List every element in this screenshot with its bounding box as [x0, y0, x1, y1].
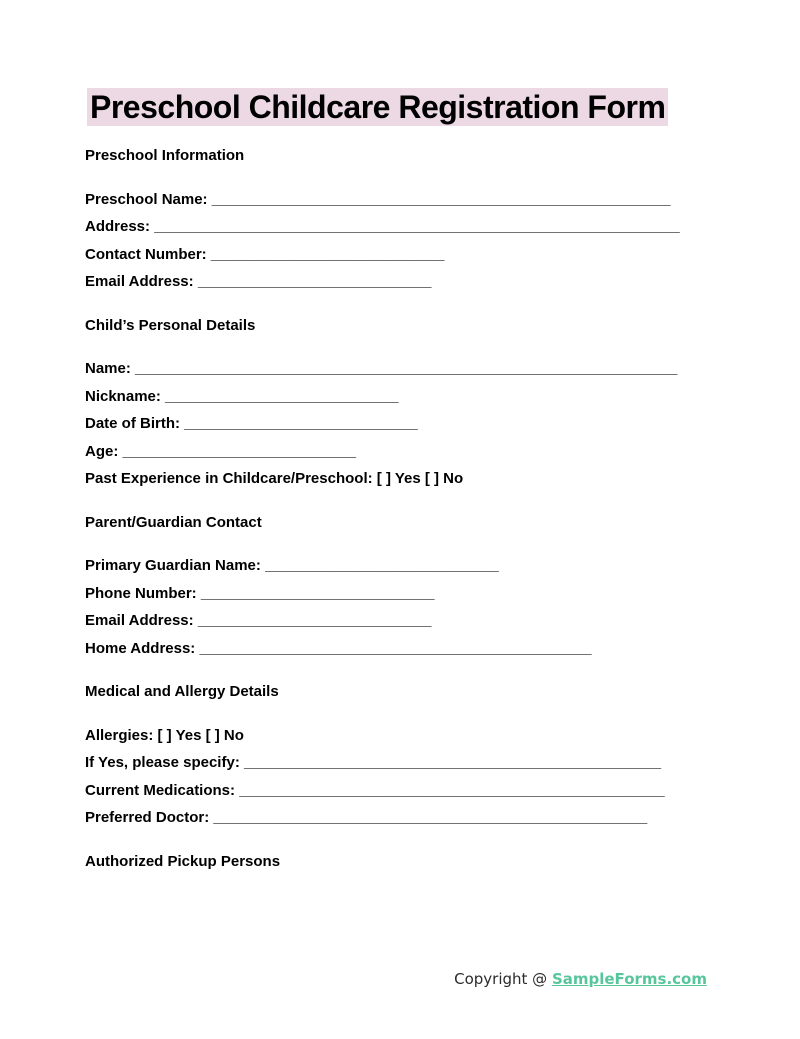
field-past-experience-checkboxes: [85, 465, 705, 493]
field-blank-line: ____________________________: [200, 584, 435, 602]
field-label: Home Address:: [85, 639, 200, 657]
field-blank-line: __________________________________________________: [243, 754, 662, 771]
field-blank-line: ____________________________: [122, 442, 357, 460]
field-child-name: [85, 355, 705, 383]
field-label: Allergies: [ ] Yes [ ] No: [85, 726, 244, 744]
field-blank-line: ____________________________: [197, 273, 432, 290]
field-blank-line: ____________________________: [184, 415, 418, 432]
field-label: Name:: [85, 360, 136, 377]
field-label: Age:: [85, 442, 123, 460]
field-if-yes-specify: [85, 749, 705, 777]
title-row: [87, 88, 705, 126]
field-primary-guardian-name: [85, 552, 705, 580]
field-address: [85, 213, 705, 241]
field-label: Preferred Doctor:: [85, 809, 214, 826]
field-current-medications: [85, 777, 705, 805]
page-title: Preschool Childcare Registration Form: [87, 88, 668, 126]
field-allergies-checkboxes: [85, 722, 705, 750]
field-blank-line: ____________________________: [165, 387, 399, 405]
field-label: If Yes, please specify:: [85, 754, 244, 771]
field-blank-line: _________________________________________________________________: [135, 360, 678, 377]
field-label: Nickname:: [85, 387, 166, 405]
section-heading-authorized-pickup-persons: Authorized Pickup Persons: [85, 852, 281, 870]
field-contact-number: [85, 241, 705, 269]
field-label: Email Address:: [85, 612, 198, 629]
field-preferred-doctor: [85, 804, 705, 832]
field-nickname: [85, 383, 705, 411]
field-blank-line: ____________________________: [210, 245, 445, 263]
copyright-text: Copyright @: [454, 970, 552, 988]
footer: [454, 966, 707, 992]
field-email-address: [85, 268, 705, 296]
field-date-of-birth: [85, 410, 705, 438]
sampleforms-link[interactable]: SampleForms.com: [551, 970, 707, 988]
section-heading-preschool-information: Preschool Information: [85, 147, 245, 164]
section-heading-parent-guardian-contact: Parent/Guardian Contact: [85, 513, 262, 531]
field-blank-line: ____________________________: [197, 612, 432, 629]
field-label: Current Medications:: [85, 781, 240, 799]
field-blank-line: _______________________________________________________________: [154, 218, 680, 235]
field-label: Date of Birth:: [85, 415, 185, 432]
field-guardian-phone-number: [85, 580, 705, 608]
field-blank-line: _______________________________________________: [199, 639, 592, 657]
field-blank-line: ____________________________: [265, 557, 499, 574]
field-label: Email Address:: [85, 273, 198, 290]
section-heading-medical-allergy-details: Medical and Allergy Details: [85, 683, 279, 700]
field-label: Past Experience in Childcare/Preschool: [ ] Yes [ ] No: [85, 470, 464, 487]
field-preschool-name: [85, 186, 705, 214]
field-guardian-email-address: [85, 607, 705, 635]
field-blank-line: ____________________________________________________: [213, 809, 648, 826]
field-blank-line: ___________________________________________________: [239, 781, 665, 799]
field-label: Primary Guardian Name:: [85, 557, 266, 574]
field-age: [85, 438, 705, 466]
field-label: Contact Number:: [85, 245, 211, 263]
field-home-address: [85, 635, 705, 663]
field-blank-line: _______________________________________________________: [211, 190, 671, 208]
field-label: Address:: [85, 218, 155, 235]
field-label: Preschool Name:: [85, 190, 212, 208]
field-label: Phone Number:: [85, 584, 201, 602]
section-heading-childs-personal-details: Child’s Personal Details: [85, 316, 256, 334]
